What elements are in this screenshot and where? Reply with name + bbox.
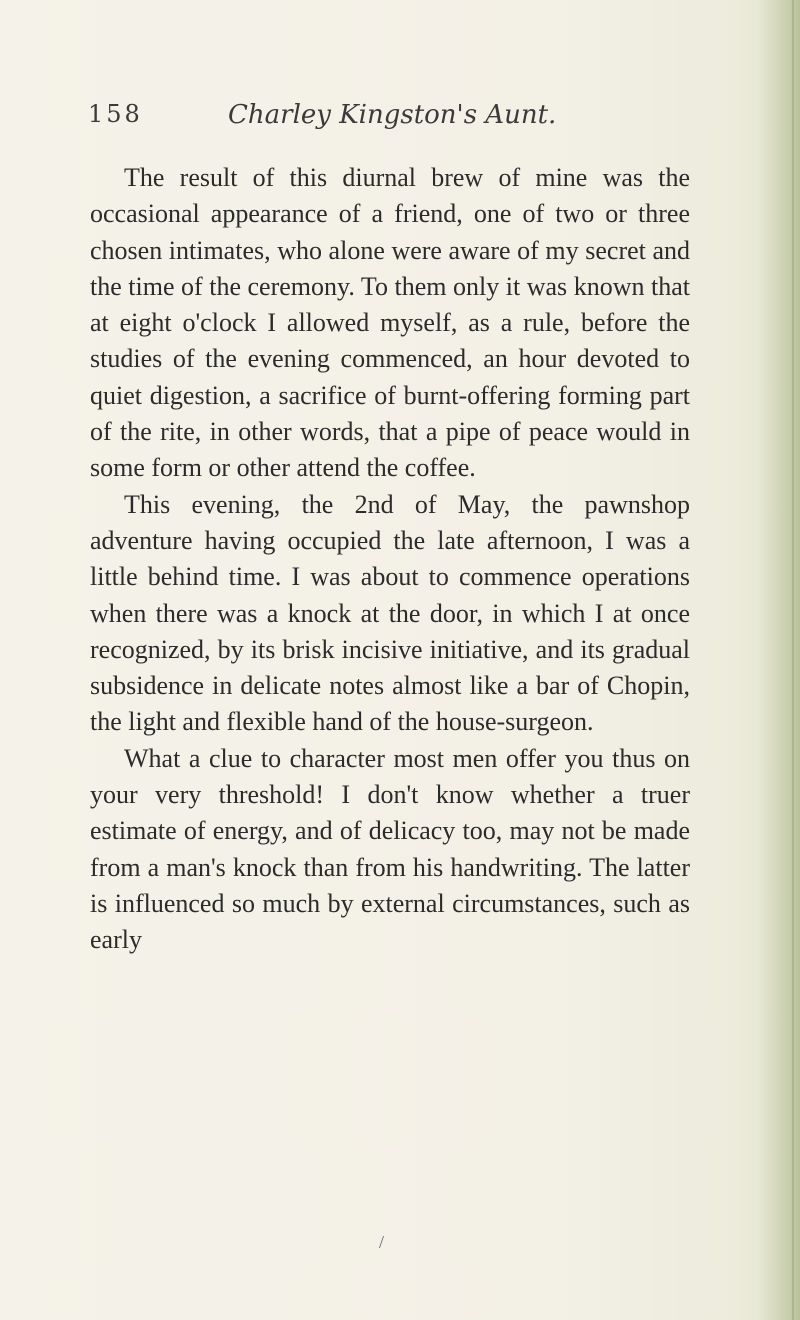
- body-text: [90, 160, 690, 959]
- paragraph: This evening, the 2nd of May, the pawnshop adventure having occupied the late afternoon, I was a little behind time. I was about to commence operations when there was a knock at the door, in which I at once recognized, by its brisk incisive initiative, and its gradual subsidence in delicate notes almost like a bar of Chopin, the light and flexible hand of the house-surgeon.: [90, 489, 690, 737]
- page-edge-line: [792, 0, 794, 1320]
- footer-mark: /: [379, 1232, 385, 1252]
- page-number: 158: [88, 100, 143, 128]
- paragraph: What a clue to character most men offer you thus on your very threshold! I don't know whether a truer estimate of energy, and of delicacy too, may not be made from a man's knock than from his handwriting. The latter is influenced so much by external circumstances, such as early: [90, 743, 690, 955]
- page-header: [88, 100, 688, 140]
- running-title: Charley Kingston's Aunt.: [228, 100, 557, 130]
- paragraph: The result of this diurnal brew of mine was the occasional appearance of a friend, one of two or three chosen intimates, who alone were aware of my secret and the time of the ceremony. To them only it was known that at eight o'clock I allowed myself, as a rule, before the studies of the evening commenced, an hour devoted to quiet digestion, a sacrifice of burnt-offering forming part of the rite, in other words, that a pipe of peace would in some form or other attend the coffee.: [90, 163, 690, 483]
